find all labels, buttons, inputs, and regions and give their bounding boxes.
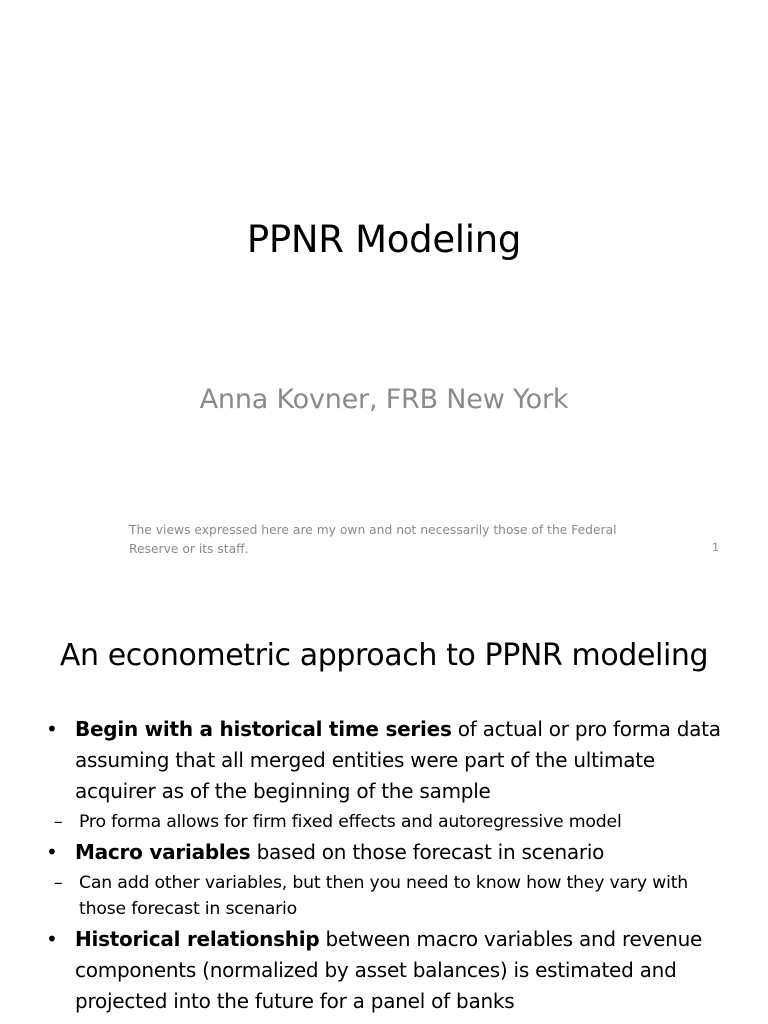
bullet-marker: • xyxy=(46,927,58,951)
bullet-text: between macro variables and revenue components (normalized by asset balances) is estimated and projected into the future for a panel of banks xyxy=(75,927,703,1013)
bullet-item xyxy=(46,714,736,807)
slide-number: 1 xyxy=(712,541,719,554)
slide-subtitle: Anna Kovner, FRB New York xyxy=(199,384,569,415)
bullet-marker: • xyxy=(46,717,58,741)
bullet-marker: • xyxy=(46,840,58,864)
dash-marker: – xyxy=(54,873,63,893)
bullet-text: based on those forecast in scenario xyxy=(250,840,605,864)
dash-marker: – xyxy=(54,812,63,832)
bullet-bold-text: Macro variables xyxy=(75,840,251,864)
slide-title: An econometric approach to PPNR modeling xyxy=(59,638,709,673)
sub-bullet-item xyxy=(17,809,736,835)
disclaimer-note: The views expressed here are my own and not necessarily those of the Federal Reserve or its staff. xyxy=(129,523,617,556)
bullet-list xyxy=(46,714,736,1017)
bullet-text: of actual or pro forma data assuming that all merged entities were part of the ultimate acquirer as of the beginning of the sample xyxy=(75,717,721,803)
bullet-bold-text: Begin with a historical time series xyxy=(75,717,452,741)
bullet-item xyxy=(46,837,736,868)
content-slide xyxy=(0,590,768,1024)
sub-bullet-text: Pro forma allows for firm fixed effects and autoregressive model xyxy=(79,812,622,832)
slide-title: PPNR Modeling xyxy=(246,218,522,261)
sub-bullet-item xyxy=(17,870,736,922)
bullet-bold-text: Historical relationship xyxy=(75,927,320,951)
sub-bullet-text: Can add other variables, but then you need to know how they vary with those forecast in scenario xyxy=(79,873,689,919)
bullet-item xyxy=(46,924,736,1017)
